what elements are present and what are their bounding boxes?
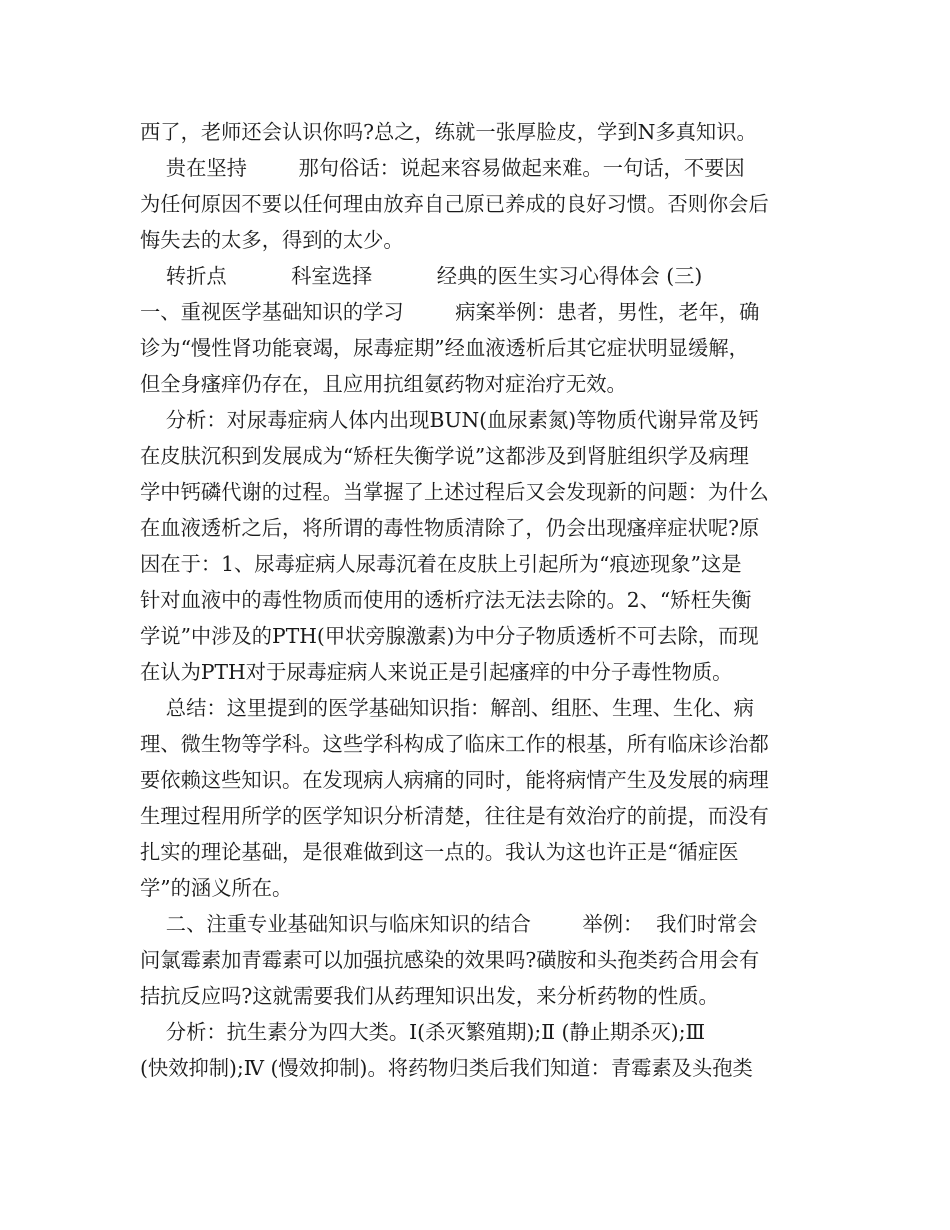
text-line: 转折点 科室选择 经典的医生实习心得体会 (三)	[140, 264, 703, 288]
text-line: 学说”中涉及的PTH(甲状旁腺激素)为中分子物质透析不可去除，而现	[140, 624, 759, 648]
text-line: 学”的涵义所在。	[140, 876, 293, 900]
text-line: 在认为PTH对于尿毒症病人来说正是引起瘙痒的中分子毒性物质。	[140, 660, 733, 684]
text-line: 问氯霉素加青霉素可以加强抗感染的效果吗?磺胺和头孢类药合用会有	[140, 948, 760, 972]
text-line: 贵在坚持 那句俗话：说起来容易做起来难。一句话，不要因	[140, 156, 745, 180]
text-line: 生理过程用所学的医学知识分析清楚，往往是有效治疗的前提，而没有	[140, 804, 769, 828]
text-line: 在皮肤沉积到发展成为“矫枉失衡学说”这都涉及到肾脏组织学及病理	[140, 444, 749, 468]
text-line: 拮抗反应吗?这就需要我们从药理知识出发，来分析药物的性质。	[140, 984, 719, 1008]
text-line: 学中钙磷代谢的过程。当掌握了上述过程后又会发现新的问题：为什么	[140, 480, 769, 504]
text-line: 二、注重专业基础知识与临床知识的结合 举例： 我们时常会	[140, 912, 758, 936]
text-line: 针对血液中的毒性物质而使用的透析疗法无法去除的。2、“矫枉失衡	[140, 588, 752, 612]
text-line: 要依赖这些知识。在发现病人病痛的同时，能将病情产生及发展的病理	[140, 768, 769, 792]
text-line: 悔失去的太多，得到的太少。	[140, 228, 404, 252]
text-line: 扎实的理论基础，是很难做到这一点的。我认为这也许正是“循症医	[140, 840, 739, 864]
text-line: 诊为“慢性肾功能衰竭，尿毒症期”经血液透析后其它症状明显缓解，	[140, 336, 749, 360]
text-line: 理、微生物等学科。这些学科构成了临床工作的根基，所有临床诊治都	[140, 732, 769, 756]
text-line: 一、重视医学基础知识的学习 病案举例：患者，男性，老年，确	[140, 300, 760, 324]
text-line: 分析：抗生素分为四大类。Ⅰ(杀灭繁殖期);Ⅱ (静止期杀灭);Ⅲ	[140, 1020, 706, 1044]
text-line: (快效抑制);Ⅳ (慢效抑制)。将药物归类后我们知道：青霉素及头孢类	[140, 1056, 753, 1080]
text-line: 在血液透析之后，将所谓的毒性物质清除了，仍会出现瘙痒症状呢?原	[140, 516, 760, 540]
text-line: 西了，老师还会认识你吗?总之，练就一张厚脸皮，学到N多真知识。	[140, 120, 757, 144]
text-line: 分析：对尿毒症病人体内出现BUN(血尿素氮)等物质代谢异常及钙	[140, 408, 759, 432]
text-line: 但全身瘙痒仍存在，且应用抗组氨药物对症治疗无效。	[140, 372, 627, 396]
text-line: 为任何原因不要以任何理由放弃自己原已养成的良好习惯。否则你会后	[140, 192, 769, 216]
text-line: 总结：这里提到的医学基础知识指：解剖、组胚、生理、生化、病	[140, 696, 754, 720]
text-line: 因在于：1、尿毒症病人尿毒沉着在皮肤上引起所为“痕迹现象”这是	[140, 552, 742, 576]
